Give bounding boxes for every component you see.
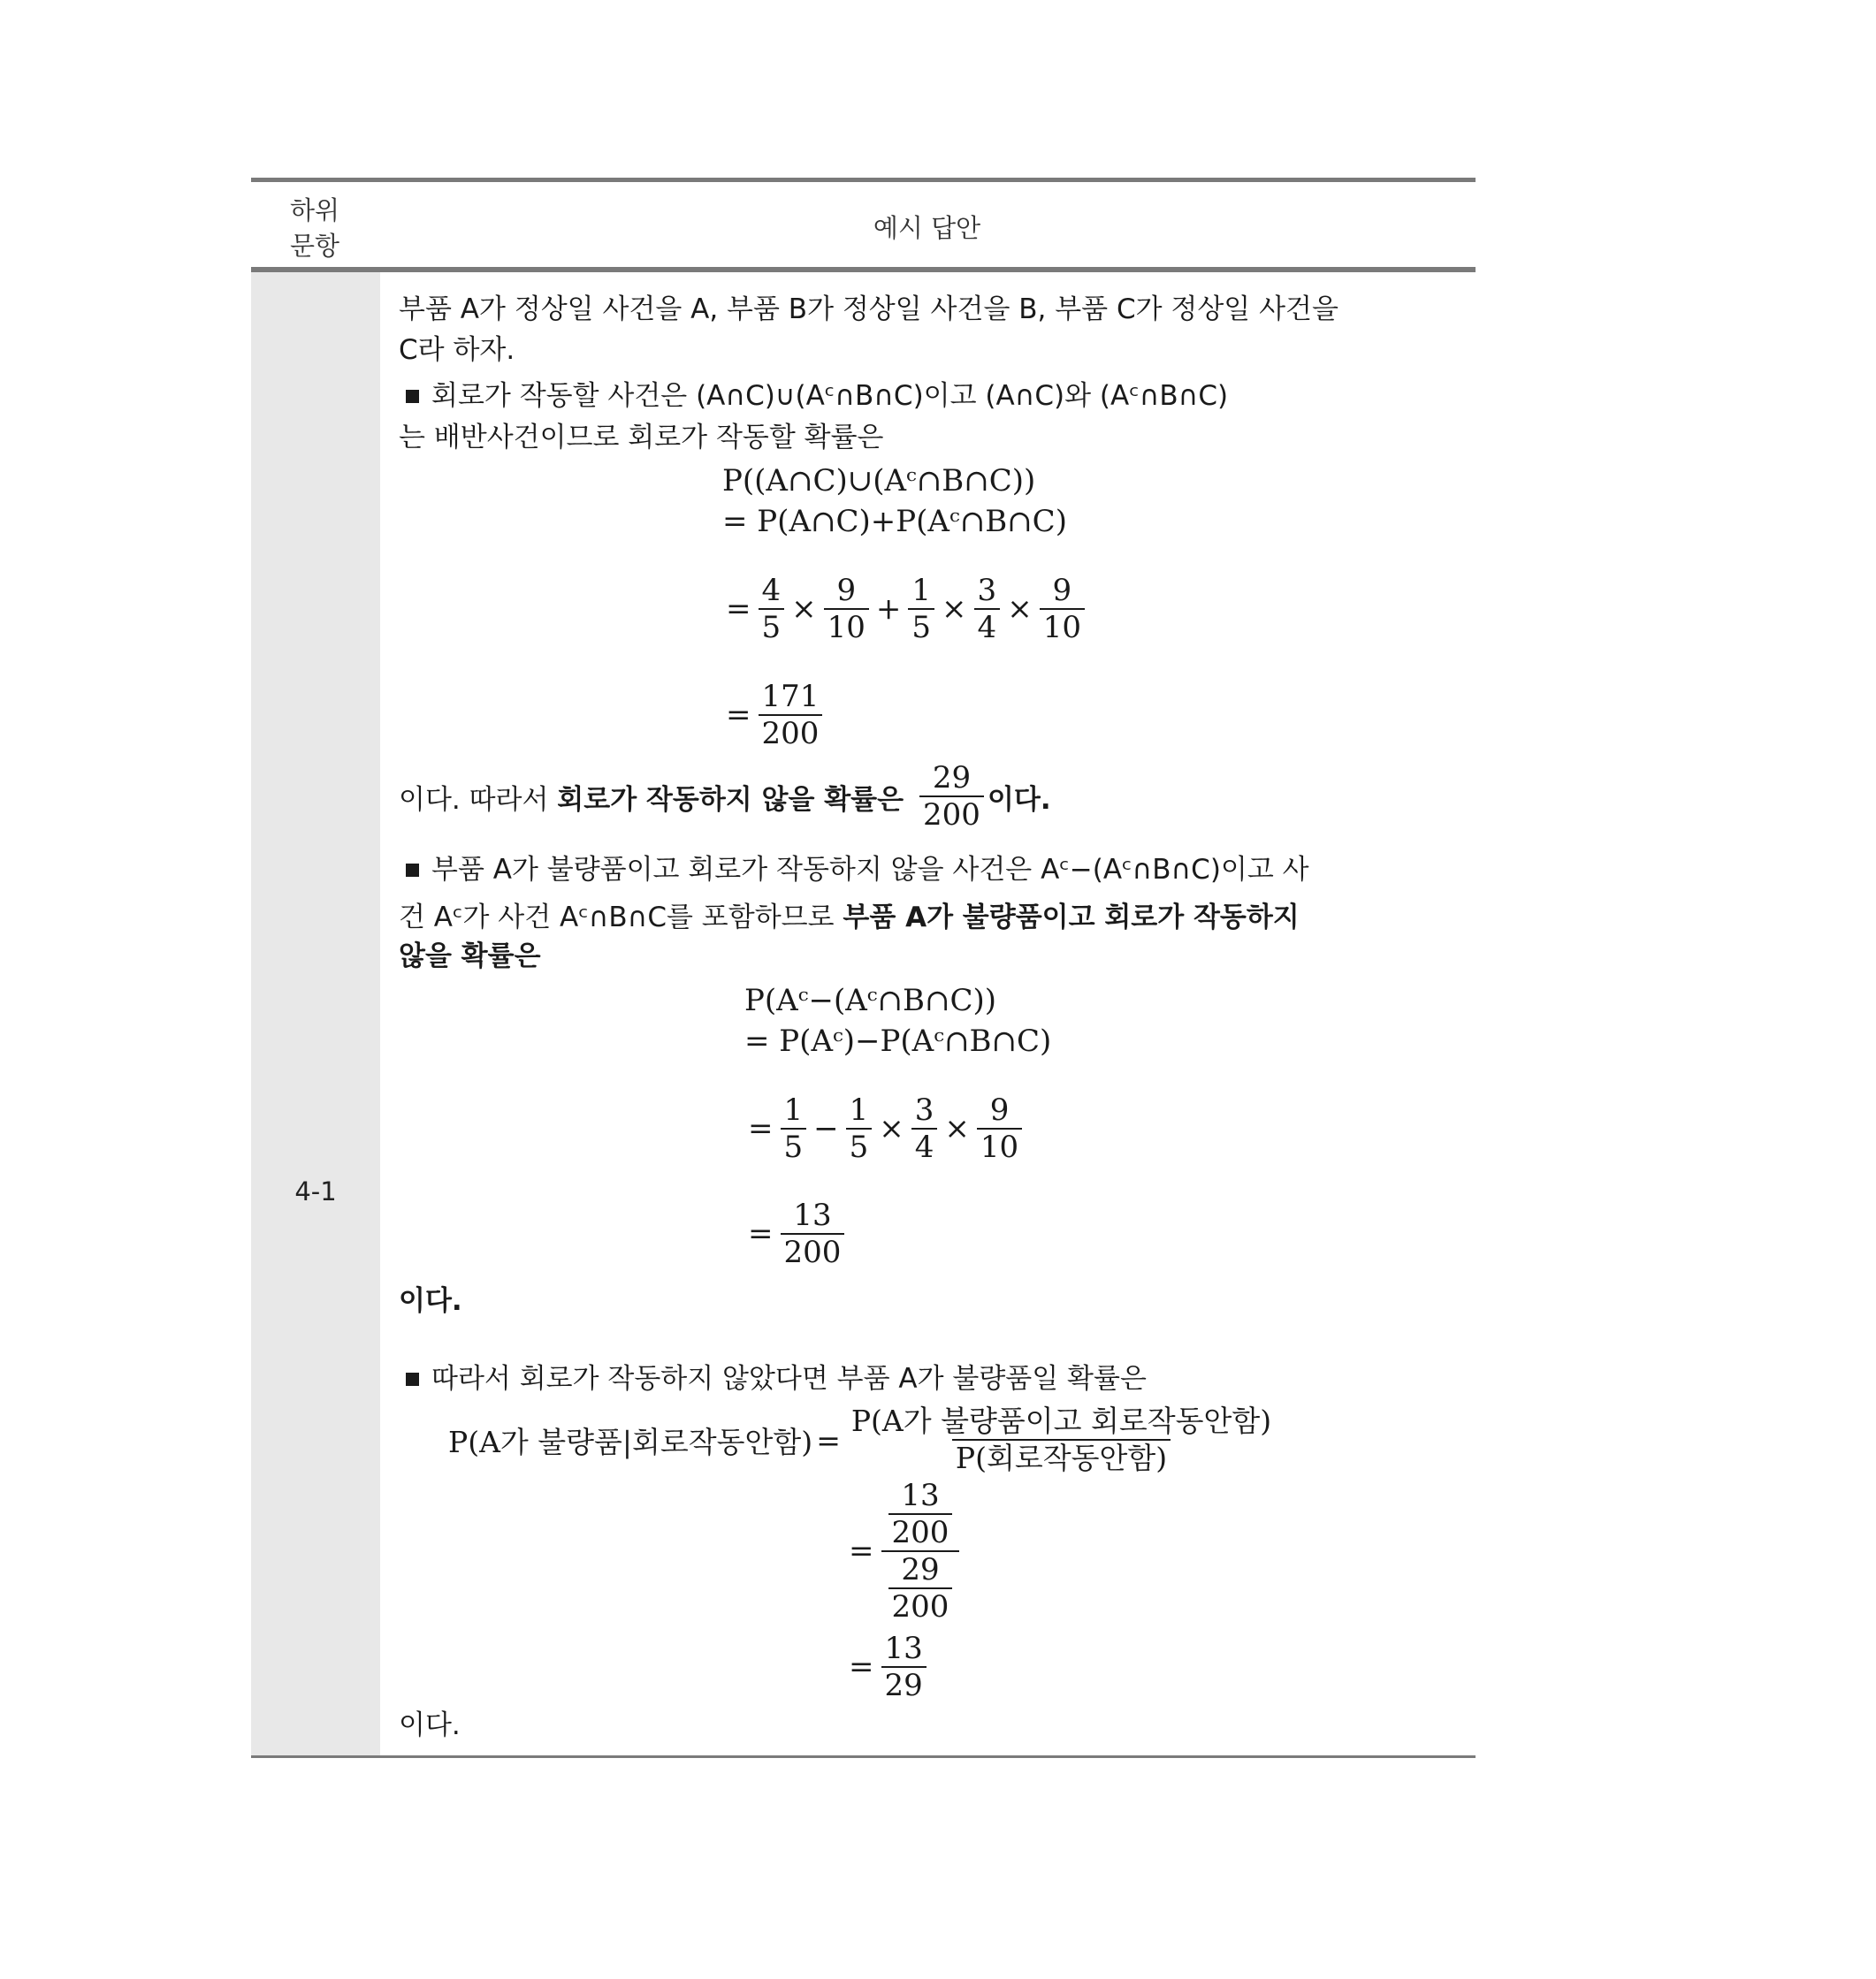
fraction — [781, 1092, 807, 1165]
complex-fraction — [881, 1478, 960, 1625]
eq2-line1: P(Aᶜ−(Aᶜ∩B∩C)) — [744, 983, 997, 1018]
equals-sign: = — [849, 1649, 874, 1685]
text-line-23: 이다. — [399, 1709, 461, 1741]
text-line-11: 건 Aᶜ가 사건 Aᶜ∩B∩C를 포함하므로 부품 A가 불량품이고 회로가 작동하지 — [399, 902, 1300, 933]
fraction — [977, 1092, 1022, 1165]
eq2-fractions — [744, 1092, 1026, 1165]
numerator: 171 — [761, 679, 820, 714]
denominator: 200 — [781, 1233, 845, 1270]
numerator: P(A가 불량품이고 회로작동안함) — [850, 1404, 1272, 1438]
eq1-result — [722, 679, 826, 751]
complex-numerator — [881, 1478, 960, 1550]
text-line-3-content: 회로가 작동할 사건은 (A∩C)∪(Aᶜ∩B∩C)이고 (A∩C)와 (Aᶜ∩B∩C) — [431, 380, 1229, 412]
eq2-result — [744, 1198, 848, 1270]
fraction — [888, 1478, 953, 1550]
row-label-cell — [251, 272, 380, 1755]
text-line-18 — [399, 1361, 1147, 1397]
times-sign: × — [879, 1111, 904, 1146]
text-line-12: 않을 확률은 — [399, 940, 541, 972]
table-bottom-rule — [251, 1755, 1476, 1758]
eq3-line1 — [448, 1404, 1278, 1476]
numerator: 13 — [793, 1198, 832, 1233]
denominator: 5 — [781, 1128, 807, 1165]
row-label: 4-1 — [294, 1176, 337, 1206]
denominator: 5 — [908, 608, 934, 645]
fraction — [846, 1092, 873, 1165]
equals-sign: = — [748, 1216, 774, 1252]
fraction — [908, 573, 934, 645]
eq1-line1: P((A∩C)∪(Aᶜ∩B∩C)) — [722, 463, 1036, 499]
bullet-square-icon — [406, 864, 419, 877]
numerator: 13 — [884, 1631, 923, 1666]
denominator: 4 — [911, 1128, 938, 1165]
bullet-square-icon — [406, 390, 419, 403]
header-subitem-line2: 문항 — [289, 231, 340, 261]
fraction — [911, 1092, 938, 1165]
header-subitem-line1: 하위 — [289, 195, 340, 225]
eq3-result — [845, 1631, 930, 1703]
denominator: 200 — [888, 1513, 953, 1550]
eq3-complex-fraction — [845, 1478, 963, 1625]
numerator: 1 — [849, 1092, 869, 1128]
numerator: 3 — [977, 573, 997, 608]
numerator: 9 — [1052, 573, 1072, 608]
numerator: 1 — [911, 573, 932, 608]
times-sign: × — [942, 591, 967, 627]
text-line-1: 부품 A가 정상일 사건을 A, 부품 B가 정상일 사건을 B, 부품 C가 정상일 사건을 — [399, 293, 1338, 325]
header-subitem — [251, 193, 378, 263]
plus-sign: + — [875, 591, 902, 627]
eq1-line2: = P(A∩C)+P(Aᶜ∩B∩C) — [722, 504, 1067, 539]
conclusion-suffix: 이다. — [987, 783, 1051, 816]
numerator: 29 — [932, 760, 972, 795]
fraction — [781, 1198, 845, 1270]
equals-sign: = — [726, 591, 751, 627]
text-line-17: 이다. — [399, 1285, 462, 1317]
text-line-18-content: 따라서 회로가 작동하지 않았다면 부품 A가 불량품일 확률은 — [431, 1363, 1147, 1395]
fraction — [974, 573, 1001, 645]
numerator: 1 — [783, 1092, 804, 1128]
fraction — [824, 573, 869, 645]
text-line-2: C라 하자. — [399, 334, 515, 366]
denominator: P(회로작동안함) — [952, 1439, 1171, 1476]
denominator: 10 — [977, 1128, 1022, 1165]
numerator: 29 — [901, 1552, 940, 1587]
fraction — [1040, 573, 1085, 645]
numerator: 13 — [901, 1478, 940, 1513]
table-header — [251, 182, 1476, 267]
denominator: 29 — [881, 1666, 927, 1703]
numerator: 9 — [836, 573, 857, 608]
denominator: 10 — [1040, 608, 1085, 645]
times-sign: × — [791, 591, 817, 627]
bullet-square-icon — [406, 1373, 419, 1386]
fraction — [759, 679, 823, 751]
denominator: 200 — [759, 714, 823, 751]
equals-sign: = — [849, 1534, 874, 1569]
denominator: 200 — [919, 795, 984, 833]
numerator: 9 — [989, 1092, 1010, 1128]
denominator: 200 — [888, 1587, 953, 1625]
minus-sign: − — [813, 1111, 839, 1146]
fraction — [759, 573, 785, 645]
numerator: 4 — [761, 573, 782, 608]
eq2-line2: = P(Aᶜ)−P(Aᶜ∩B∩C) — [744, 1024, 1052, 1059]
header-rule — [251, 267, 1476, 272]
times-sign: × — [944, 1111, 970, 1146]
equals-sign: = — [816, 1422, 841, 1458]
equals-sign: = — [748, 1111, 774, 1146]
text-line-4: 는 배반사건이므로 회로가 작동할 확률은 — [399, 422, 884, 453]
conclusion-text: 이다. 따라서 회로가 작동하지 않을 확률은 — [399, 783, 904, 816]
text-line-10 — [399, 852, 1309, 887]
denominator: 5 — [759, 608, 785, 645]
complex-denominator — [881, 1550, 960, 1625]
denominator: 4 — [974, 608, 1001, 645]
fraction — [919, 760, 984, 833]
eq3-lhs: P(A가 불량품|회로작동안함) — [448, 1424, 813, 1459]
conclusion-line-1 — [399, 760, 1051, 833]
times-sign: × — [1007, 591, 1033, 627]
fraction — [848, 1404, 1275, 1476]
denominator: 5 — [846, 1128, 873, 1165]
header-sample-answer: 예시 답안 — [873, 213, 981, 243]
text-line-10-content: 부품 A가 불량품이고 회로가 작동하지 않을 사건은 Aᶜ−(Aᶜ∩B∩C)이고 사 — [431, 854, 1309, 886]
numerator: 3 — [914, 1092, 934, 1128]
fraction — [881, 1631, 927, 1703]
text-line-3 — [399, 378, 1228, 414]
fraction — [888, 1552, 953, 1625]
denominator: 10 — [824, 608, 869, 645]
equals-sign: = — [726, 697, 751, 733]
eq1-fractions — [722, 573, 1088, 645]
